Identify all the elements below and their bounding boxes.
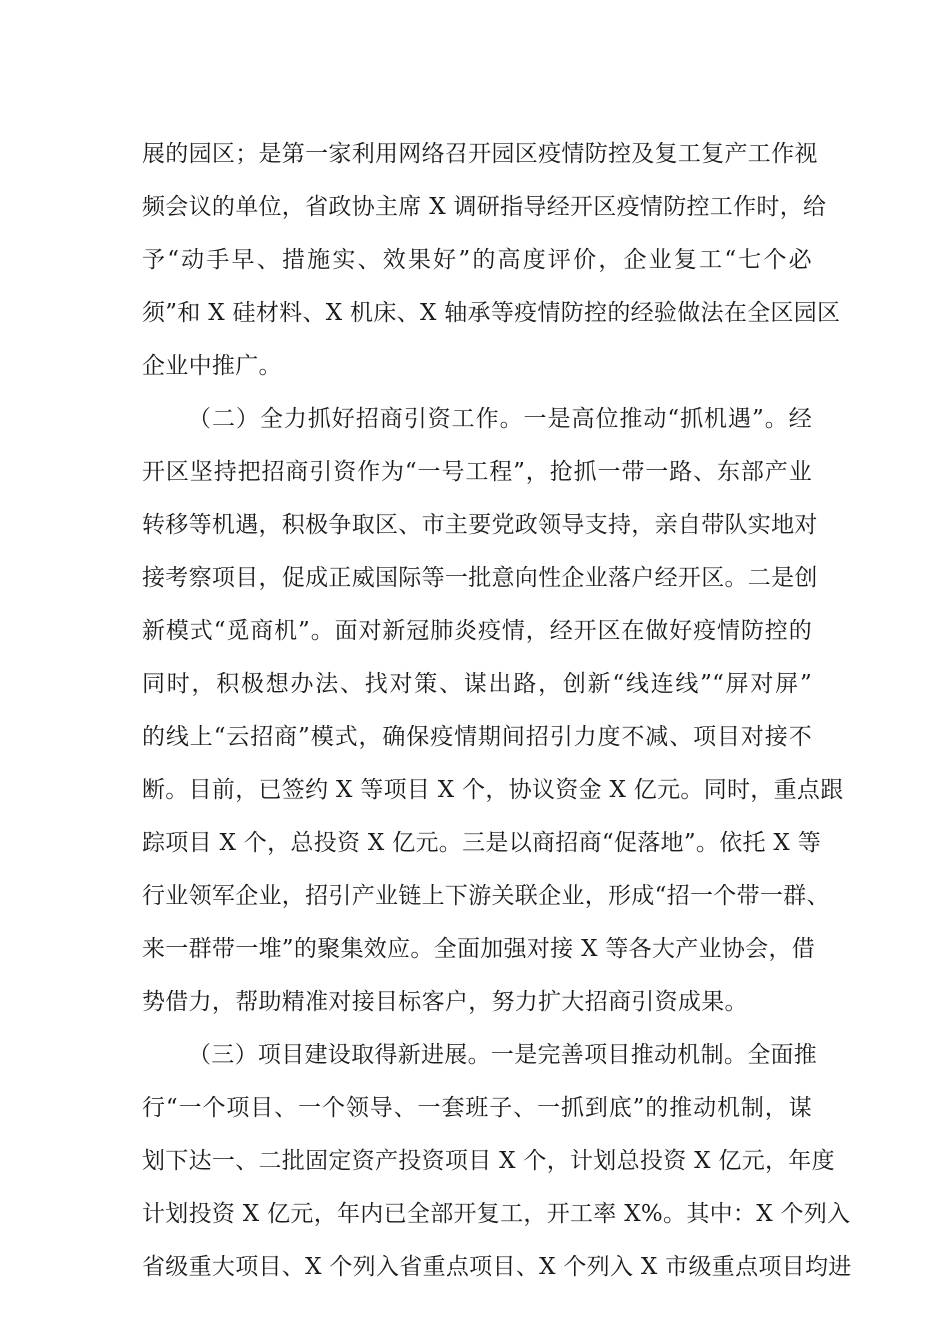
text-line: 计划投资 X 亿元，年内已全部开复工，开工率 X%。其中：X 个列入: [142, 1201, 851, 1227]
text-line: 行业领军企业，招引产业链上下游关联企业，形成“招一个带一群、: [142, 883, 830, 909]
text-line: 划下达一、二批固定资产投资项目 X 个，计划总投资 X 亿元，年度: [142, 1148, 835, 1174]
paragraph-1: [142, 128, 841, 393]
text-line: 踪项目 X 个，总投资 X 亿元。三是以商招商“促落地”。依托 X 等: [142, 830, 822, 856]
text-line: （三）项目建设取得新进展。一是完善项目推动机制。全面推: [188, 1042, 818, 1068]
text-line: 予“动手早、措施实、效果好”的高度评价，企业复工“七个必: [142, 247, 812, 273]
text-line: 的线上“云招商”模式，确保疫情期间招引力度不减、项目对接不: [142, 724, 812, 750]
text-line: 开区坚持把招商引资作为“一号工程”，抢抓一带一路、东部产业: [142, 459, 812, 485]
text-line: 企业中推广。: [142, 353, 282, 379]
text-line: 同时，积极想办法、找对策、谋出路，创新“线连线”“屏对屏”: [142, 671, 812, 697]
paragraph-2: [142, 393, 844, 1029]
text-line: （二）全力抓好招商引资工作。一是高位推动“抓机遇”。经: [188, 406, 812, 432]
text-line: 势借力，帮助精准对接目标客户，努力扩大招商引资成果。: [142, 989, 748, 1015]
text-line: 行“一个项目、一个领导、一套班子、一抓到底”的推动机制，谋: [142, 1095, 812, 1121]
paragraph-3: [142, 1029, 852, 1294]
text-line: 断。目前，已签约 X 等项目 X 个，协议资金 X 亿元。同时，重点跟: [142, 777, 844, 803]
text-line: 频会议的单位，省政协主席 X 调研指导经开区疫情防控工作时，给: [142, 194, 827, 220]
text-line: 省级重大项目、X 个列入省重点项目、X 个列入 X 市级重点项目均进: [142, 1254, 852, 1280]
text-line: 接考察项目，促成正威国际等一批意向性企业落户经开区。二是创: [142, 565, 818, 591]
text-line: 须”和 X 硅材料、X 机床、X 轴承等疫情防控的经验做法在全区园区: [142, 300, 841, 326]
text-line: 转移等机遇，积极争取区、市主要党政领导支持，亲自带队实地对: [142, 512, 818, 538]
text-line: 新模式“觅商机”。面对新冠肺炎疫情，经开区在做好疫情防控的: [142, 618, 812, 644]
text-line: 展的园区；是第一家利用网络召开园区疫情防控及复工复产工作视: [142, 141, 818, 167]
document-body: [142, 128, 852, 1294]
text-line: 来一群带一堆”的聚集效应。全面加强对接 X 等各大产业协会，借: [142, 936, 816, 962]
